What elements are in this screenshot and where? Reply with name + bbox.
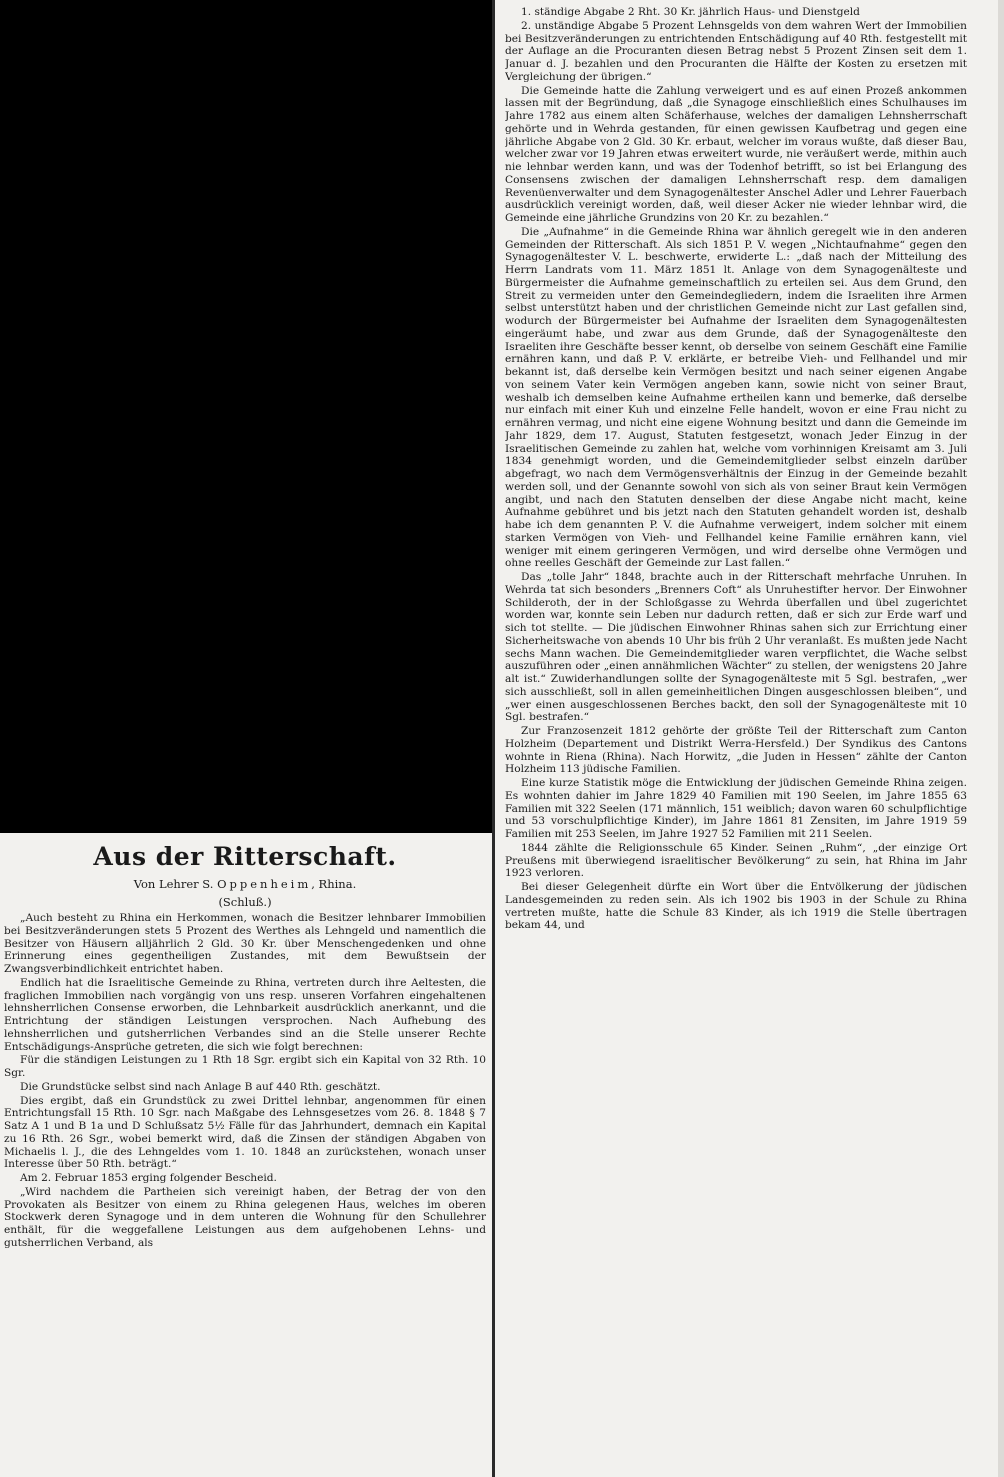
- author-name: Oppenheim: [217, 877, 312, 891]
- paragraph: Eine kurze Statistik möge die Entwicklung der jüdischen Gemeinde Rhina zeigen. Es wohnten dahier im Jahre 1829 40 Familien mit 190 Seelen, im Jahre 1855 63 Familien mit 322 Seelen (171 männlich, 151 weiblich; davon waren 60 schulpflichtige und 53 vorschulpflichtige Kinder), im Jahre 1861 81 Zensiten, im Jahre 1919 59 Familien mit 253 Seelen, im Jahre 1927 52 Familien mit 211 Seelen.: [505, 777, 967, 840]
- paragraph: Die Grundstücke selbst sind nach Anlage B auf 440 Rth. geschätzt.: [20, 1080, 381, 1093]
- paragraph: Dies ergibt, daß ein Grundstück zu zwei Drittel lehnbar, angenommen für einen Entrichtungsfall 15 Rth. 10 Sgr. nach Maßgabe des Lehnsgesetzes vom 26. 8. 1848 § 7 Satz A 1 und B 1a und D Schlußsatz 5½ Fälle für das Jahrhundert, demnach ein Kapital zu 16 Rth. 26 Sgr., wobei bemerkt wird, daß die Zinsen der ständigen Abgaben von Michaelis l. J., die des Lehngeldes vom 1. 10. 1848 an zurückstehen, wonach unser Interesse über 50 Rth. beträgt.“: [4, 1094, 486, 1171]
- paragraph: 1844 zählte die Religionsschule 65 Kinder. Seinen „Ruhm“, „der einzige Ort Preußens mit überwiegend israelitischer Bevölkerung“ zu sein, hat Rhina im Jahr 1923 verloren.: [505, 841, 967, 880]
- left-column: [4, 840, 486, 1470]
- paragraph: Für die ständigen Leistungen zu 1 Rth 18 Sgr. ergibt sich ein Kapital von 32 Rth. 10 Sgr.: [4, 1054, 486, 1079]
- paragraph: Die Gemeinde hatte die Zahlung verweigert und es auf einen Prozeß ankommen lassen mit der Begründung, daß „die Synagoge einschließlich eines Schulhauses im Jahre 1782 aus einem alten Schäferhause, welches der damaligen Lehnsherrschaft gehörte und in Wehrda gestanden, für einen gewissen Kaufbetrag und gegen eine jährliche Abgabe von 2 Gld. 30 Kr. erbaut, welcher im voraus wußte, daß dieser Bau, welcher zwar vor 19 Jahren etwas erweitert wurde, nie veräußert werde, mithin auch nie lehnbar werden kann, und was der Todenhof betrifft, so ist bei Erlangung des Consensens zwischen der damaligen Lehnsherrschaft resp. dem damaligen Revenüenverwalter und dem Synagogenältester Anschel Adler und Lehrer Fauerbach ausdrücklich vereinigt worden, daß, weil dieser Acker nie wieder lehnbar wird, die Gemeinde eine jährliche Grundzins von 20 Kr. zu bezahlen.“: [505, 84, 967, 224]
- paragraph: „Auch besteht zu Rhina ein Herkommen, wonach die Besitzer lehnbarer Immobilien bei Besitzveränderungen stets 5 Prozent des Werthes als Lehngeld und namentlich die Besitzer von Häusern alljährlich 2 Gld. 30 Kr. über Menschengedenken und ohne Erinnerung eines gegentheiligen Zustandes, mit dem Bewußtsein der Zwangsverbindlichkeit entrichtet haben.: [4, 912, 486, 975]
- continuation-note: (Schluß.): [218, 895, 272, 909]
- paragraph: 2. unständige Abgabe 5 Prozent Lehnsgelds von dem wahren Wert der Immobilien bei Besitzveränderungen zu entrichtenden Entschädigung auf 40 Rth. festgestellt mit der Auflage an die Procuranten diesen Betrag nebst 5 Prozent Zinsen seit dem 1. Januar d. J. bezahlen und den Procuranten die Hälfte der Kosten zu ersetzen mit Vergleichung der übrigen.“: [505, 19, 967, 83]
- byline-prefix: Von Lehrer S.: [133, 877, 214, 891]
- paragraph: Am 2. Februar 1853 erging folgender Bescheid.: [20, 1172, 277, 1184]
- paragraph: Bei dieser Gelegenheit dürfte ein Wort über die Entvölkerung der jüdischen Landesgemeinden zu reden sein. Als ich 1902 bis 1903 in der Schule zu Rhina vertreten mußte, hatte die Schule 83 Kinder, als ich 1919 die Stelle übertragen bekam 44, und: [505, 881, 967, 932]
- right-column: [505, 6, 967, 1472]
- page-edge: [998, 0, 1004, 1477]
- column-rule: [492, 0, 495, 1477]
- paragraph: Endlich hat die Israelitische Gemeinde zu Rhina, vertreten durch ihre Aeltesten, die fraglichen Immobilien nach vorgängig von uns resp. unseren Vorfahren eingehaltenen lehnsherrlichen Consense erworben, die Lehnbarkeit ausdrücklich anerkannt, und die Entrichtung der ständigen Leistungen versprochen. Nach Aufhebung des lehnsherrlichen und gutsherrlichen Verbandes sind an die Stelle unserer Rechte Entschädigungs-Ansprüche getreten, die sich wie folgt berechnen:: [4, 976, 486, 1053]
- paragraph: Das „tolle Jahr“ 1848, brachte auch in der Ritterschaft mehrfache Unruhen. In Wehrda tat sich besonders „Brenners Coft“ als Unruhestifter hervor. Der Einwohner Schilderoth, der in der Schloßgasse zu Wehrda überfallen und übel zugerichtet worden war, konnte sein Leben nur dadurch retten, daß er sich zur Erde warf und sich tot stellte. — Die jüdischen Einwohner Rhinas sahen sich zur Errichtung einer Sicherheitswache von abends 10 Uhr bis früh 2 Uhr veranlaßt. Es mußten jede Nacht sechs Mann wachen. Die Gemeindemitglieder waren verpflichtet, die Wache selbst auszuführen oder „einen annähmlichen Wächter“ zu stellen, der wenigstens 20 Jahre alt ist.“ Zuwiderhandlungen sollte der Synagogenälteste mit 5 Sgl. bestrafen, „wer sich ausschließt, soll in allen gemeinheitlichen Dingen ausgeschlossen bleiben“, und „wer einen ausgeschlossenen Berches backt, den soll der Synagogenälteste mit 10 Sgl. bestrafen.“: [505, 571, 967, 724]
- byline: [4, 877, 486, 891]
- blacked-out-region: [0, 0, 492, 833]
- paragraph: 1. ständige Abgabe 2 Rht. 30 Kr. jährlich Haus- und Dienstgeld: [521, 6, 860, 18]
- paragraph: Zur Franzosenzeit 1812 gehörte der größte Teil der Ritterschaft zum Canton Holzheim (Departement und Distrikt Werra-Hersfeld.) Der Syndikus des Cantons wohnte in Riena (Rhina). Nach Horwitz, „die Juden in Hessen“ zählte der Canton Holzheim 113 jüdische Familien.: [505, 725, 967, 776]
- paragraph: Die „Aufnahme“ in die Gemeinde Rhina war ähnlich geregelt wie in den anderen Gemeinden der Ritterschaft. Als sich 1851 P. V. wegen „Nichtaufnahme“ gegen den Synagogenältester V. L. beschwerte, erwiderte L.: „daß nach der Mitteilung des Herrn Landrats vom 11. März 1851 lt. Anlage von dem Synagogenälteste und Bürgermeister die Aufnahme gemeinschaftlich zu erteilen sei. Aus dem Grund, den Streit zu vermeiden unter den Gemeindegliedern, indem die Israeliten ihre Armen selbst unterstützt haben und der christlichen Gemeinde nicht zur Last gefallen sind, wodurch der Bürgermeister bei Aufnahme der Israeliten dem Synagogenältesten eingeräumt habe, und zwar aus dem Grunde, daß der Synagogenälteste den Israeliten ihre Geschäfte besser kennt, ob derselbe von seinem Geschäft eine Familie ernähren kann, und daß P. V. erklärte, er betreibe Vieh- und Fellhandel und mir bekannt ist, daß derselbe kein Vermögen besitzt und nach seiner eigenen Angabe von seinem Vater kein Vermögen angeben kann, sowie nicht von seiner Braut, weshalb ich demselben keine Aufnahme ertheilen kann und bemerke, daß derselbe nur einfach mit einer Kuh und einzelne Felle handelt, wovon er eine Frau nicht zu ernähren vermag, und nicht eine eigene Wohnung besitzt und dann die Gemeinde im Jahr 1829, dem 17. August, Statuten festgesetzt, wonach Jeder Einzug in der Israelitischen Gemeinde zu zahlen hat, welche vom vorhinnigen Kreisamt am 3. Juli 1834 genehmigt worden, und die Gemeindemitglieder selbst einzeln darüber abgefragt, wo nach dem Vermögensverhältnis der Einzug in der Gemeinde bezahlt werden soll, und der Genannte sowohl von sich als von seiner Braut kein Vermögen angibt, und nach den Statuten denselben der diese Angabe nicht macht, keine Aufnahme gebühret und bis jetzt nach den Statuten gehandelt worden ist, deshalb habe ich dem genannten P. V. die Aufnahme verweigert, indem solcher mit einem starken Vermögen von Vieh- und Fellhandel keine Familie ernähren kann, viel weniger mit einem geringeren Vermögen, und wird derselbe ohne Vermögen und ohne reelles Geschäft der Gemeinde zur Last fallen.“: [505, 225, 967, 570]
- article-title: Aus der Ritterschaft.: [93, 842, 397, 871]
- paragraph: „Wird nachdem die Partheien sich vereinigt haben, der Betrag der von den Provokaten als Besitzer von einem zu Rhina gelegenen Haus, welches im oberen Stockwerk deren Synagoge und in dem unteren die Wohnung für den Schullehrer enthält, für die weggefallene Leistungen aus dem aufgehobenen Lehns- und gutsherrlichen Verband, als: [4, 1185, 486, 1249]
- byline-place: , Rhina.: [311, 877, 357, 891]
